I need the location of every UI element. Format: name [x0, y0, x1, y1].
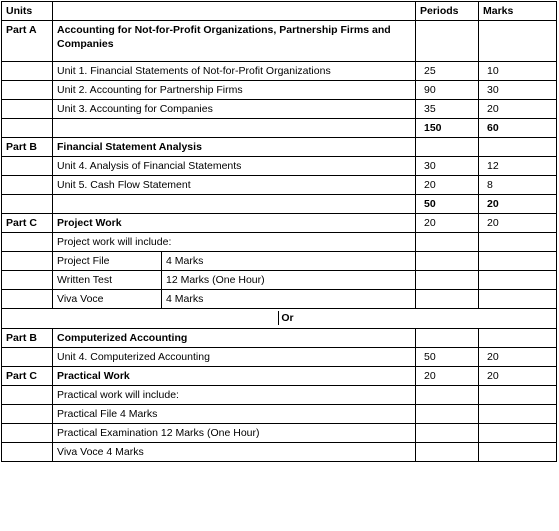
part-b-alt-label: Part B — [2, 329, 53, 348]
or-label: Or — [278, 311, 293, 325]
units-blank — [2, 252, 53, 271]
syllabus-table — [1, 1, 557, 462]
periods-blank — [416, 233, 479, 252]
part-a-title-marks — [479, 21, 557, 62]
unit-periods: 30 — [416, 157, 479, 176]
project-item-name: Viva Voce — [53, 290, 162, 309]
table-row — [2, 233, 557, 252]
table-row — [2, 405, 557, 424]
units-blank — [2, 424, 53, 443]
unit-name: Unit 3. Accounting for Companies — [53, 100, 416, 119]
part-b-title-row — [2, 138, 557, 157]
marks-blank — [479, 271, 557, 290]
table-row — [2, 443, 557, 462]
marks-blank — [479, 329, 557, 348]
unit-name: Unit 2. Accounting for Partnership Firms — [53, 81, 416, 100]
part-b-alt-title-row — [2, 329, 557, 348]
part-c-alt-title: Practical Work — [53, 367, 416, 386]
units-blank — [2, 157, 53, 176]
unit-name: Unit 4. Computerized Accounting — [53, 348, 416, 367]
part-c-alt-title-row — [2, 367, 557, 386]
practical-line: Practical File 4 Marks — [53, 405, 416, 424]
unit-periods: 20 — [416, 176, 479, 195]
practical-line: Viva Voce 4 Marks — [53, 443, 416, 462]
table-row — [2, 290, 557, 309]
periods-blank — [416, 290, 479, 309]
part-b-total-row — [2, 195, 557, 214]
marks-blank — [479, 405, 557, 424]
part-a-total-marks: 60 — [479, 119, 557, 138]
part-c-title-row — [2, 214, 557, 233]
periods-blank — [416, 386, 479, 405]
part-b-total-marks: 20 — [479, 195, 557, 214]
units-blank — [2, 386, 53, 405]
periods-blank — [416, 271, 479, 290]
part-c-title: Project Work — [53, 214, 416, 233]
units-blank — [2, 271, 53, 290]
table-row — [2, 62, 557, 81]
part-c-marks: 20 — [479, 214, 557, 233]
table-row — [2, 81, 557, 100]
marks-blank — [479, 386, 557, 405]
header-marks: Marks — [479, 2, 557, 21]
table-row — [2, 348, 557, 367]
part-a-label: Part A — [2, 21, 53, 62]
unit-periods: 50 — [416, 348, 479, 367]
table-row — [2, 271, 557, 290]
periods-blank — [416, 405, 479, 424]
units-blank — [2, 443, 53, 462]
name-blank — [53, 119, 416, 138]
part-b-total-periods: 50 — [416, 195, 479, 214]
periods-blank — [416, 252, 479, 271]
project-item-name: Project File — [53, 252, 162, 271]
unit-marks: 12 — [479, 157, 557, 176]
units-blank — [2, 348, 53, 367]
part-c-alt-periods: 20 — [416, 367, 479, 386]
marks-blank — [479, 424, 557, 443]
table-row — [2, 386, 557, 405]
part-c-alt-marks: 20 — [479, 367, 557, 386]
table-row — [2, 157, 557, 176]
part-b-label: Part B — [2, 138, 53, 157]
periods-blank — [416, 329, 479, 348]
or-cell — [2, 309, 557, 329]
units-blank — [2, 176, 53, 195]
unit-marks: 10 — [479, 62, 557, 81]
unit-periods: 90 — [416, 81, 479, 100]
part-b-title-periods — [416, 138, 479, 157]
header-periods: Periods — [416, 2, 479, 21]
project-item-value: 4 Marks — [162, 252, 416, 271]
unit-periods: 25 — [416, 62, 479, 81]
units-blank — [2, 81, 53, 100]
units-blank — [2, 405, 53, 424]
units-blank — [2, 62, 53, 81]
part-a-title-periods — [416, 21, 479, 62]
header-row — [2, 2, 557, 21]
unit-periods: 35 — [416, 100, 479, 119]
practical-line: Practical Examination 12 Marks (One Hour) — [53, 424, 416, 443]
units-blank — [2, 119, 53, 138]
part-b-title-marks — [479, 138, 557, 157]
part-c-intro: Project work will include: — [53, 233, 416, 252]
units-blank — [2, 100, 53, 119]
table-row — [2, 176, 557, 195]
table-row — [2, 100, 557, 119]
name-blank — [53, 195, 416, 214]
unit-name: Unit 5. Cash Flow Statement — [53, 176, 416, 195]
unit-name: Unit 1. Financial Statements of Not-for-Profit Organizations — [53, 62, 416, 81]
part-a-total-row — [2, 119, 557, 138]
marks-blank — [479, 443, 557, 462]
periods-blank — [416, 424, 479, 443]
part-a-title-row — [2, 21, 557, 62]
or-row — [2, 309, 557, 329]
part-c-alt-label: Part C — [2, 367, 53, 386]
unit-marks: 30 — [479, 81, 557, 100]
part-c-label: Part C — [2, 214, 53, 233]
unit-marks: 8 — [479, 176, 557, 195]
unit-marks: 20 — [479, 348, 557, 367]
practical-line: Practical work will include: — [53, 386, 416, 405]
unit-marks: 20 — [479, 100, 557, 119]
part-b-title: Financial Statement Analysis — [53, 138, 416, 157]
marks-blank — [479, 290, 557, 309]
units-blank — [2, 195, 53, 214]
header-units: Units — [2, 2, 53, 21]
part-b-alt-title: Computerized Accounting — [53, 329, 416, 348]
unit-name: Unit 4. Analysis of Financial Statements — [53, 157, 416, 176]
part-a-title: Accounting for Not-for-Profit Organizations, Partnership Firms and Companies — [53, 21, 416, 62]
part-c-periods: 20 — [416, 214, 479, 233]
units-blank — [2, 290, 53, 309]
header-blank — [53, 2, 416, 21]
marks-blank — [479, 233, 557, 252]
marks-blank — [479, 252, 557, 271]
table-row — [2, 424, 557, 443]
units-blank — [2, 233, 53, 252]
project-item-value: 12 Marks (One Hour) — [162, 271, 416, 290]
project-item-name: Written Test — [53, 271, 162, 290]
table-row — [2, 252, 557, 271]
periods-blank — [416, 443, 479, 462]
part-a-total-periods: 150 — [416, 119, 479, 138]
project-item-value: 4 Marks — [162, 290, 416, 309]
